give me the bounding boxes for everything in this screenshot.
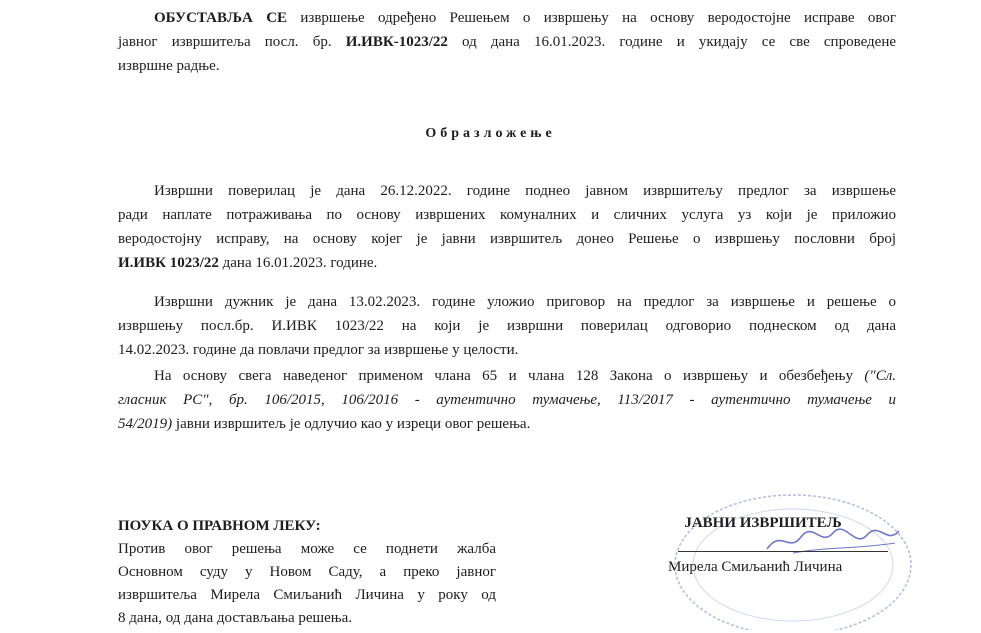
operative-keyword: ОБУСТАВЉА СЕ bbox=[154, 10, 288, 26]
signer-role: ЈАВНИ ИЗВРШИТЕЉ bbox=[684, 515, 842, 531]
legal-remedy-title: ПОУКА О ПРАВНОМ ЛЕКУ: bbox=[118, 518, 321, 534]
signer-name: Мирела Смиљанић Личина bbox=[668, 559, 843, 575]
signature-line bbox=[678, 551, 888, 552]
case-number: И.ИВК 1023/22 bbox=[118, 255, 219, 271]
operative-line-2: јавног извршитеља посл. бр. И.ИВК-1023/22 од дана 16.01.2023. године и укидају се све спроведене bbox=[118, 34, 896, 50]
legal-remedy-block: ПОУКА О ПРАВНОМ ЛЕКУ: Против овог решења може се поднети жалба Основном суду у Новом Саду, а преко јавног извршитеља Мирела Смиљанић Личина у року од 8 дана, од дана достављања решења. bbox=[118, 515, 496, 630]
signature-block bbox=[668, 515, 898, 575]
section-heading: Образложење bbox=[425, 126, 556, 141]
reasoning-paragraph-2: Извршни дужник је дана 13.02.2023. године уложио приговор на предлог за извршење и решење о извршењу посл.бр. И.ИВК 1023/22 на који је извршни поверилац одговорио поднеском од дана 14.02.2023. године да повлачи предлог за извршење у целости. bbox=[118, 294, 896, 358]
reasoning-paragraph-1: Извршни поверилац је дана 26.12.2022. године поднео јавном извршитељу предлог за извршење ради наплате потраживања по основу извршених комуналних и сличних услуга уз који је приложио веродостојну исправу, на основу којег је јавни извршитељ донео Решење о извршењу пословни број И.ИВК 1023/22 дана 16.01.2023. године. bbox=[118, 183, 896, 271]
reasoning-paragraph-3: На основу свега наведеног применом члана 65 и члана 128 Закона о извршењу и обезбеђењу ("Сл. гласник РС", бр. 106/2015, 106/2016 - аутентично тумачење, 113/2017 - аутентично тумачење и 54/2019) јавни извршитељ је одлучио као у изреци овог решења. bbox=[118, 368, 896, 432]
operative-line-1: ОБУСТАВЉА СЕ извршење одређено Решењем о извршењу на основу веродостојне исправе овог bbox=[154, 10, 896, 26]
handwritten-signature-icon bbox=[763, 519, 903, 559]
operative-line-3: извршне радње. bbox=[118, 58, 220, 74]
operative-paragraph bbox=[118, 6, 896, 78]
case-number: И.ИВК-1023/22 bbox=[345, 34, 448, 50]
